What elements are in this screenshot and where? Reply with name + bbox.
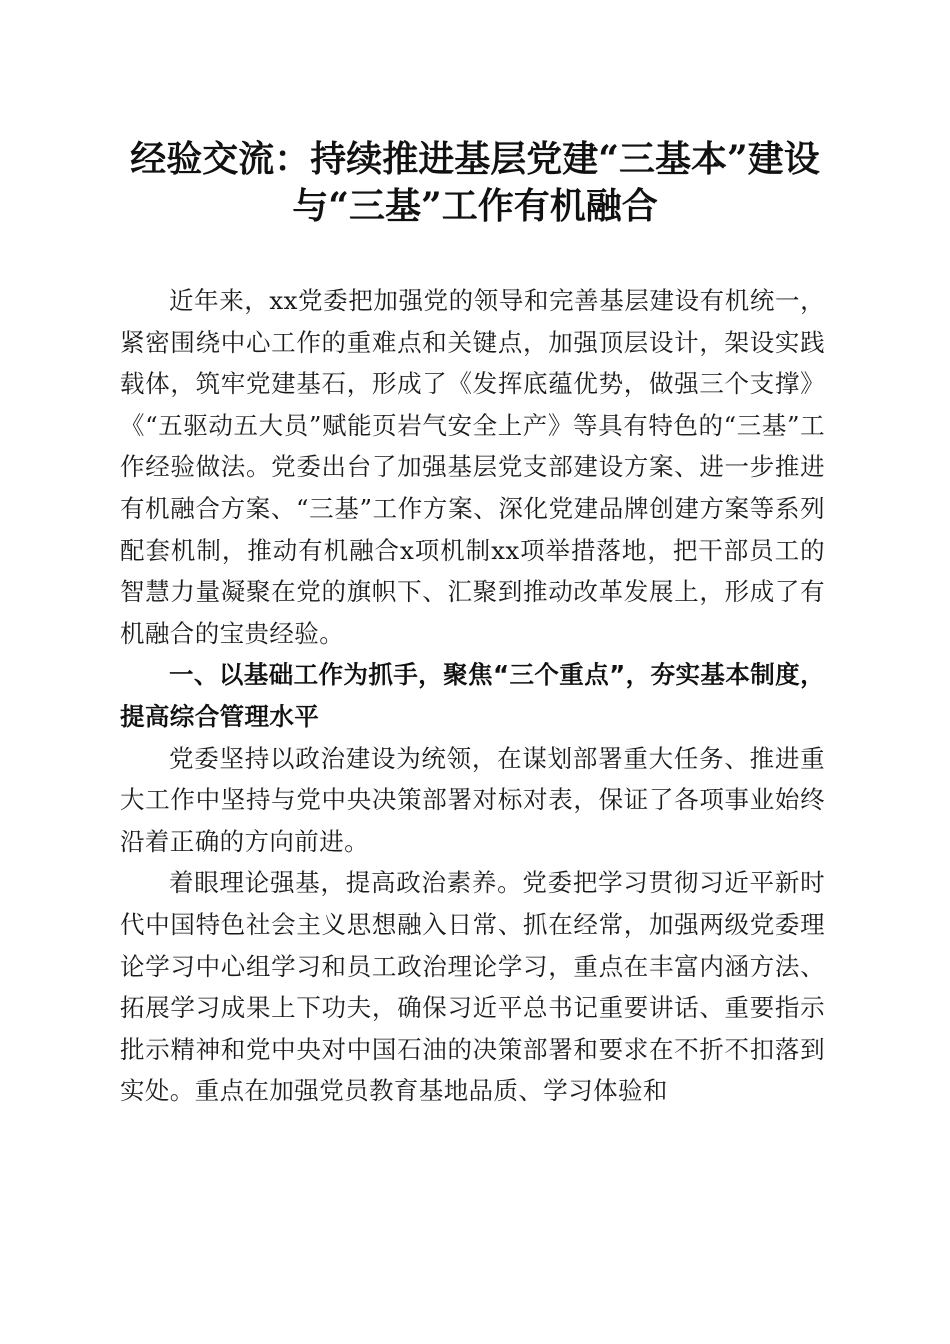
- document-body: [120, 280, 825, 1112]
- document-title: [90, 136, 860, 230]
- section-1-heading: 一、以基础工作为抓手，聚焦“三个重点”，夯实基本制度，提高综合管理水平: [120, 660, 825, 731]
- title-line-1: 经验交流：持续推进基层党建“三基本”建设: [130, 138, 820, 180]
- title-line-2: 与“三基”工作有机融合: [292, 185, 658, 227]
- section-1-paragraph-1: 党委坚持以政治建设为统领，在谋划部署重大任务、推进重大工作中坚持与党中央决策部署对标对表，保证了各项事业始终沿着正确的方向前进。: [120, 743, 825, 856]
- section-1-paragraph-2: 着眼理论强基，提高政治素养。党委把学习贯彻习近平新时代中国特色社会主义思想融入日常、抓在经常，加强两级党委理论学习中心组学习和员工政治理论学习，重点在丰富内涵方法、拓展学习成果上下功夫，确保习近平总书记重要讲话、重要指示批示精神和党中央对中国石油的决策部署和要求在不折不扣落到实处。重点在加强党员教育基地品质、学习体验和: [120, 868, 825, 1106]
- intro-paragraph: 近年来，xx党委把加强党的领导和完善基层建设有机统一，紧密围绕中心工作的重难点和关键点，加强顶层设计，架设实践载体，筑牢党建基石，形成了《发挥底蕴优势，做强三个支撑》《“五驱动五大员”赋能页岩气安全上产》等具有特色的“三基”工作经验做法。党委出台了加强基层党支部建设方案、进一步推进有机融合方案、“三基”工作方案、深化党建品牌创建方案等系列配套机制，推动有机融合x项机制xx项举措落地，把干部员工的智慧力量凝聚在党的旗帜下、汇聚到推动改革发展上，形成了有机融合的宝贵经验。: [120, 286, 825, 648]
